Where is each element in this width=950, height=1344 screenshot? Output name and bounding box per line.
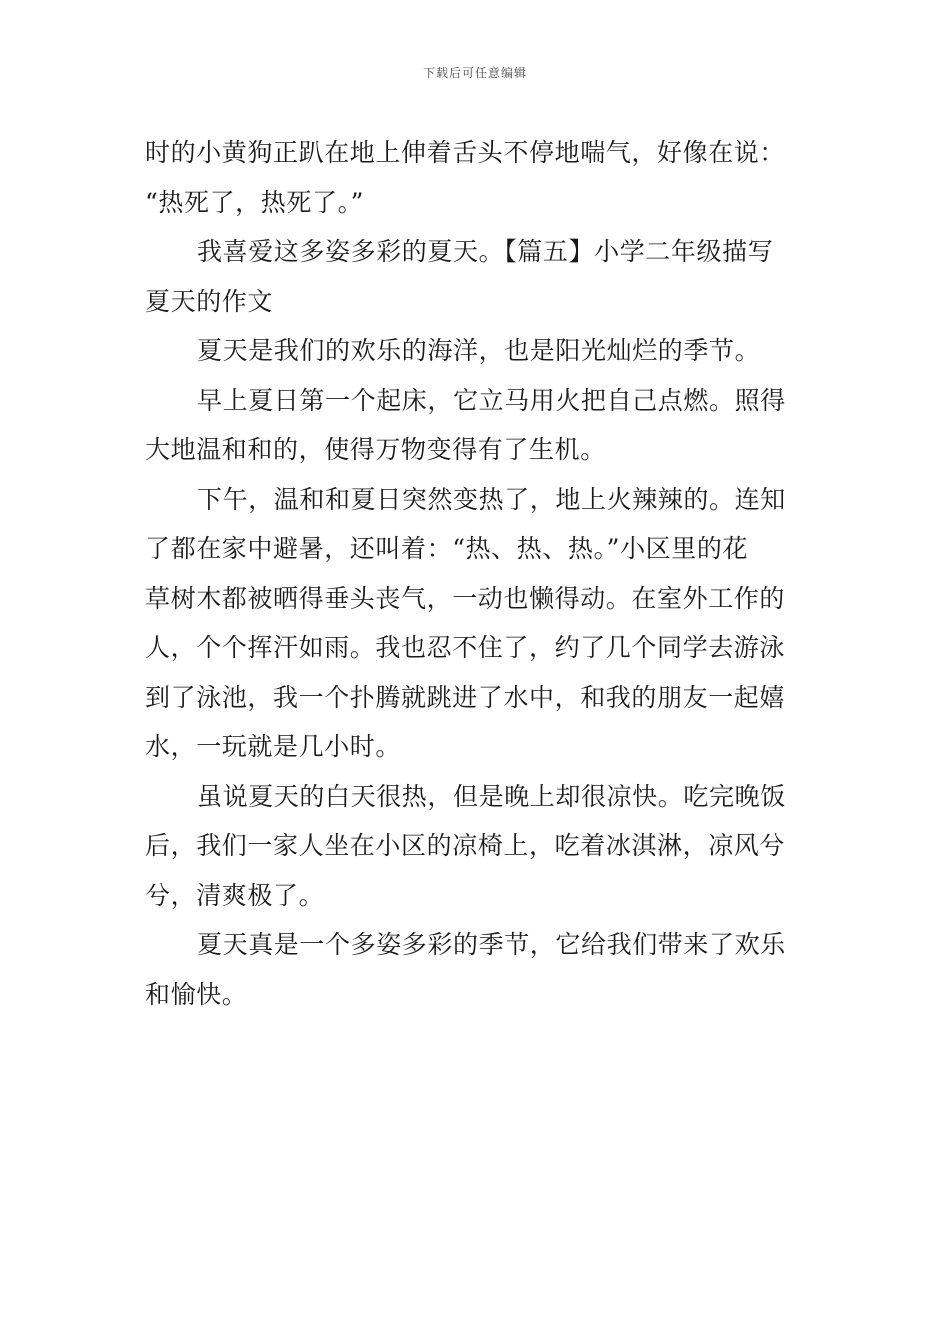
text-line: 草树木都被晒得垂头丧气，一动也懒得动。在室外工作的 (145, 583, 786, 613)
text-line: 夏天是我们的欢乐的海洋，也是阳光灿烂的季节。 (197, 336, 761, 365)
text-line: 人，个个挥汗如雨。我也忍不住了，约了几个同学去游泳 (145, 633, 786, 662)
text-line: 了都在家中避暑，还叫着：“热、热、热。”小区里的花 (145, 534, 749, 563)
text-line: 时的小黄狗正趴在地上伸着舌头不停地喘气，好像在说： (145, 138, 786, 167)
text-line: 兮，清爽极了。 (145, 880, 325, 910)
text-line: 虽说夏天的白天很热，但是晚上却很凉快。吃完晚饭 (197, 781, 786, 811)
text-line: 我喜爱这多姿多彩的夏天。【篇五】小学二年级描写 (197, 237, 774, 266)
text-line: 早上夏日第一个起床，它立马用火把自己点燃。照得 (197, 385, 786, 415)
page-header: 下载后可任意编辑 (422, 66, 527, 80)
text-line: 水，一玩就是几小时。 (145, 732, 402, 761)
text-line: 大地温和和的，使得万物变得有了生机。 (145, 435, 606, 464)
text-line: 夏天的作文 (145, 286, 274, 316)
document-body (145, 128, 807, 1019)
text-line: 后，我们一家人坐在小区的凉椅上，吃着冰淇淋，凉风兮 (145, 831, 786, 860)
text-line: “热死了，热死了。” (145, 187, 365, 217)
text-line: 夏天真是一个多姿多彩的季节，它给我们带来了欢乐 (197, 930, 786, 959)
text-line: 和愉快。 (145, 979, 248, 1009)
text-line: 下午，温和和夏日突然变热了，地上火辣辣的。连知 (197, 484, 786, 514)
text-line: 到了泳池，我一个扑腾就跳进了水中，和我的朋友一起嬉 (145, 682, 786, 712)
